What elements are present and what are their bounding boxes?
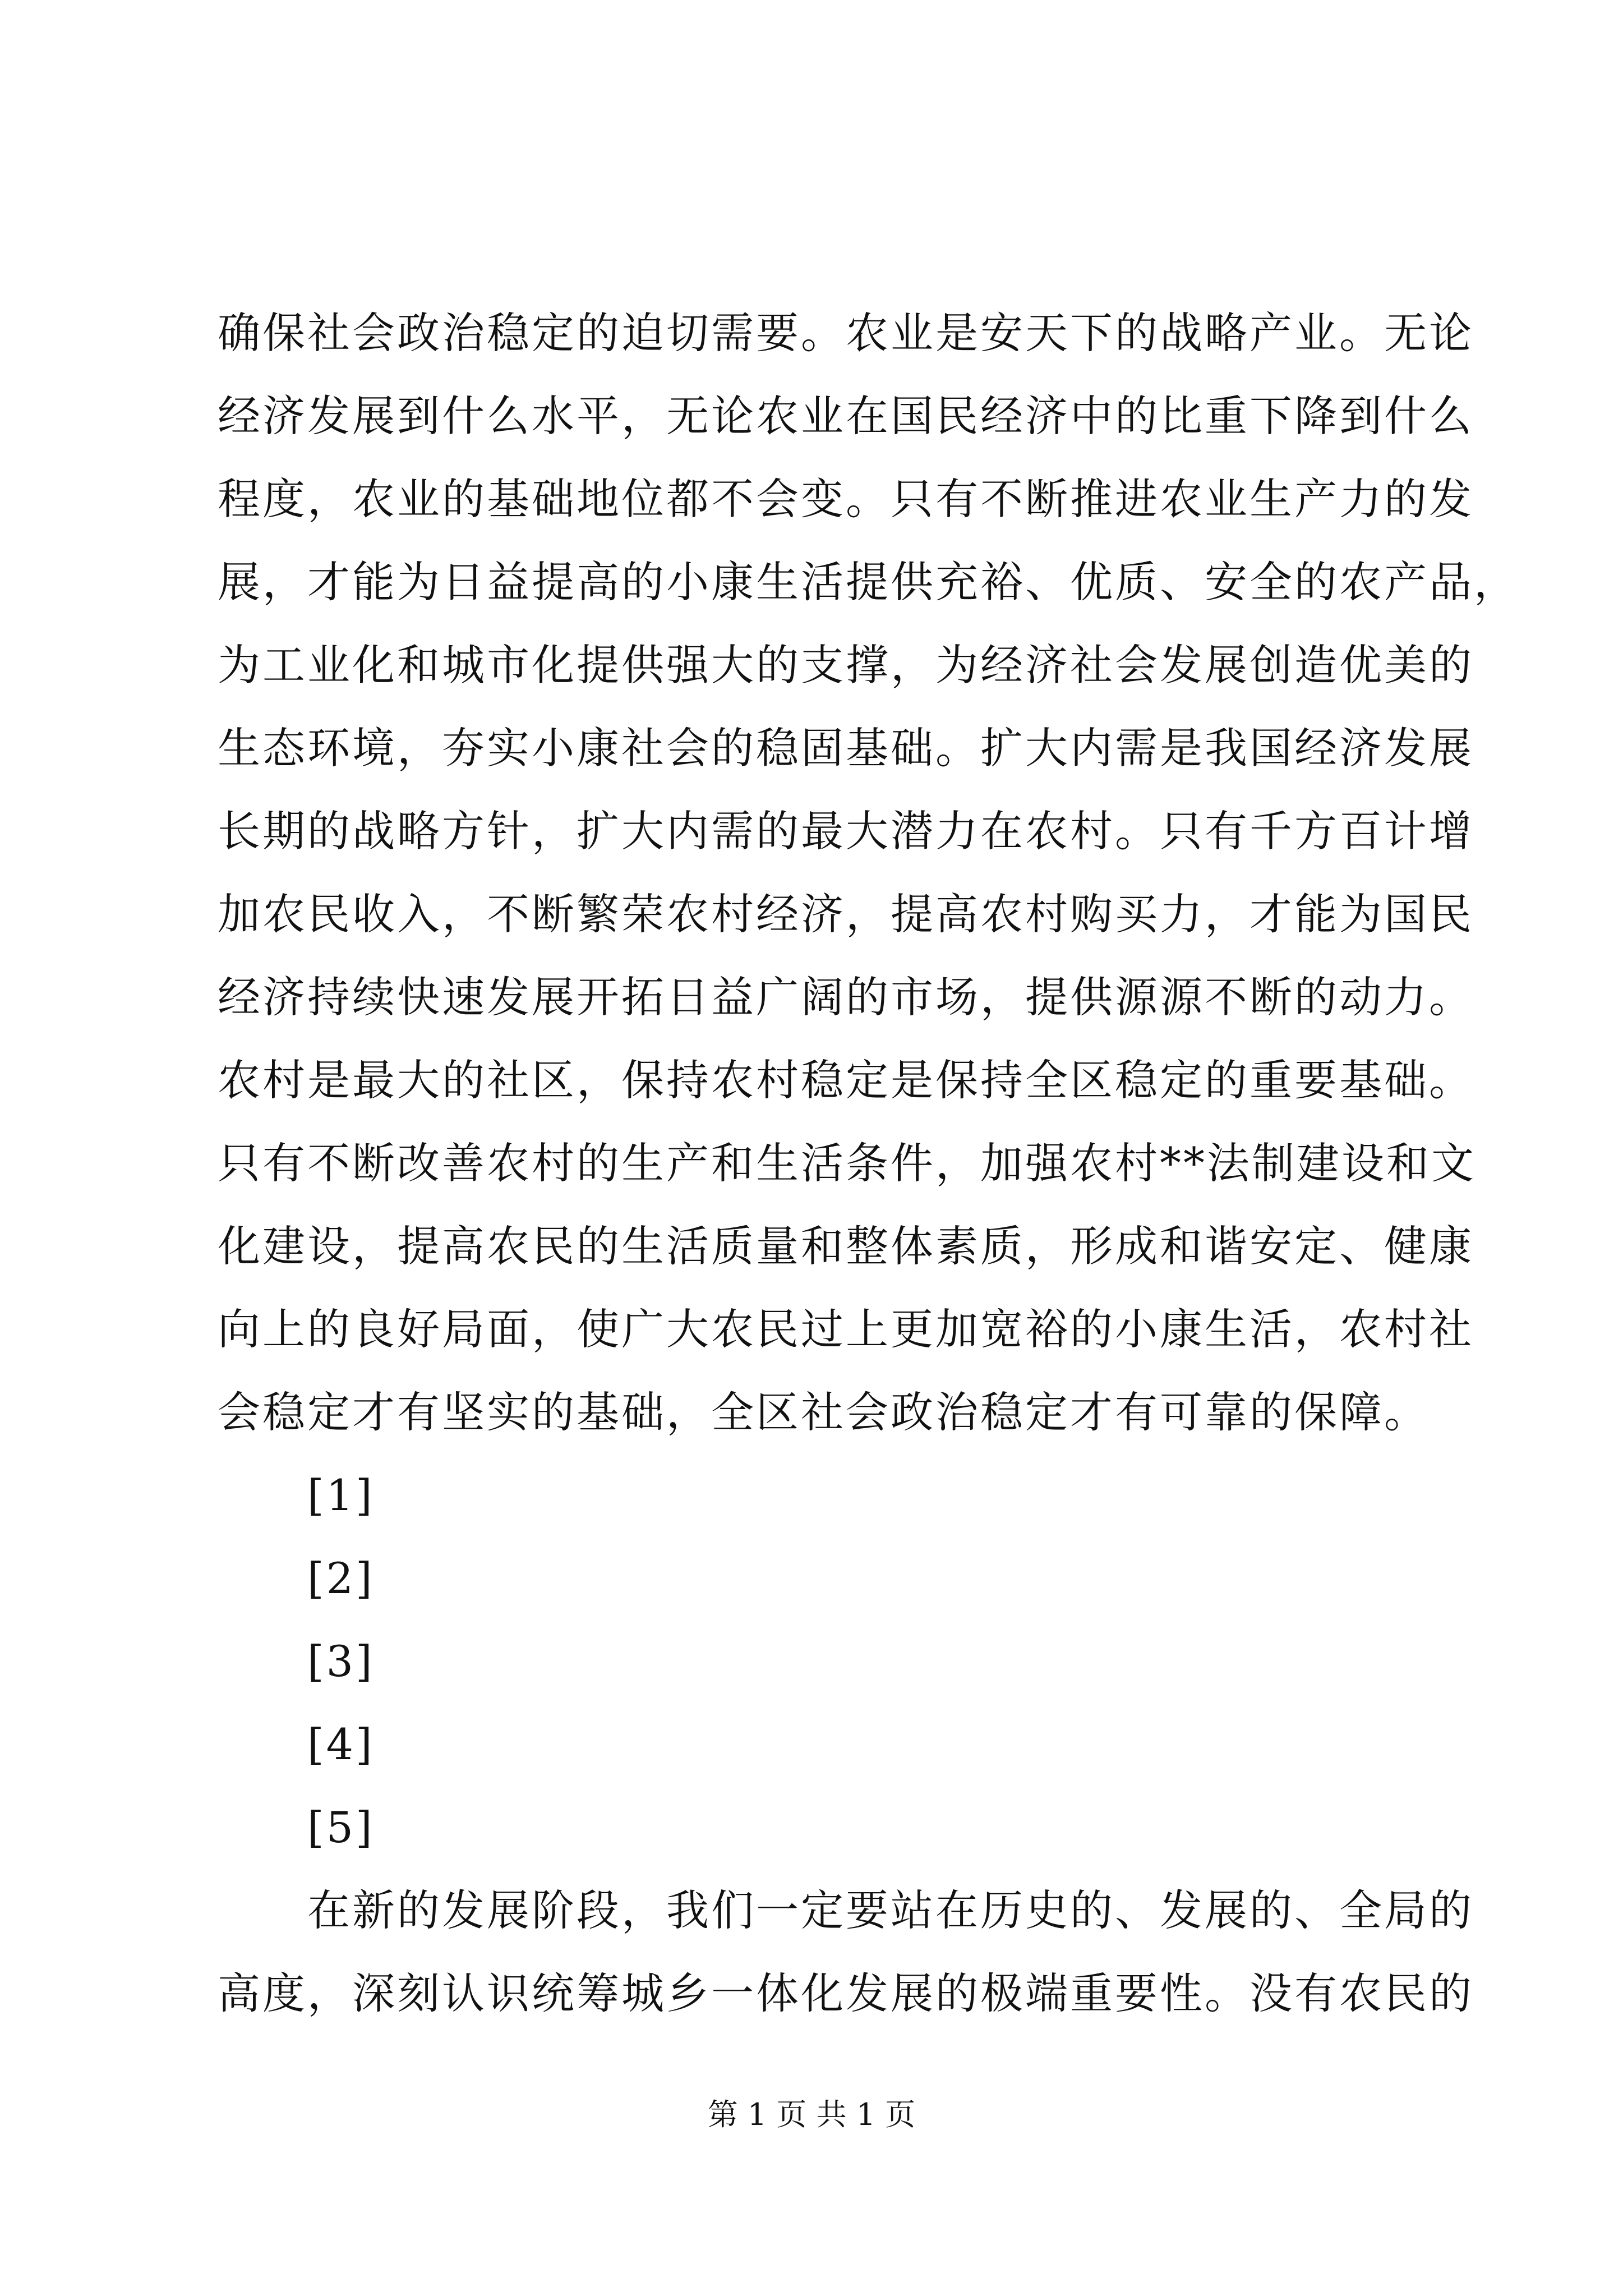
paragraph-line: 为工业化和城市化提供强大的支撑，为经济社会发展创造优美的 xyxy=(218,640,1474,690)
paragraph-line: 会稳定才有坚实的基础，全区社会政治稳定才有可靠的保障。 xyxy=(218,1387,1429,1437)
paragraph-line: 生态环境，夯实小康社会的稳固基础。扩大内需是我国经济发展 xyxy=(218,723,1474,773)
reference-marker: [3] xyxy=(307,1636,375,1686)
paragraph-line: 向上的良好局面，使广大农民过上更加宽裕的小康生活，农村社 xyxy=(218,1304,1474,1354)
paragraph-line: 展，才能为日益提高的小康生活提供充裕、优质、安全的农产品， xyxy=(218,557,1519,607)
paragraph-line: 农村是最大的社区，保持农村稳定是保持全区稳定的重要基础。 xyxy=(218,1055,1474,1105)
reference-marker: [4] xyxy=(307,1719,375,1769)
reference-marker: [5] xyxy=(307,1802,375,1852)
paragraph-line: 程度，农业的基础地位都不会变。只有不断推进农业生产力的发 xyxy=(218,474,1474,524)
paragraph-line: 化建设，提高农民的生活质量和整体素质，形成和谐安定、健康 xyxy=(218,1221,1474,1271)
paragraph-line: 高度，深刻认识统筹城乡一体化发展的极端重要性。没有农民的 xyxy=(218,1968,1474,2018)
reference-marker: [2] xyxy=(307,1553,375,1603)
page-footer: 第 1 页 共 1 页 xyxy=(707,2097,916,2132)
paragraph-2 xyxy=(218,1869,1474,2035)
paragraph-line: 确保社会政治稳定的迫切需要。农业是安天下的战略产业。无论 xyxy=(218,308,1474,358)
paragraph-line: 长期的战略方针，扩大内需的最大潜力在农村。只有千方百计增 xyxy=(218,806,1474,856)
reference-marker: [1] xyxy=(307,1470,375,1520)
paragraph-line: 经济持续快速发展开拓日益广阔的市场，提供源源不断的动力。 xyxy=(218,972,1474,1022)
paragraph-line: 在新的发展阶段，我们一定要站在历史的、发展的、全局的 xyxy=(307,1885,1474,1935)
paragraph-line: 只有不断改善农村的生产和生活条件，加强农村**法制建设和文 xyxy=(218,1138,1476,1188)
reference-list xyxy=(218,1454,1412,1869)
paragraph-1 xyxy=(218,292,1519,1454)
document-body xyxy=(218,292,1519,2035)
paragraph-line: 经济发展到什么水平，无论农业在国民经济中的比重下降到什么 xyxy=(218,391,1474,441)
paragraph-line: 加农民收入，不断繁荣农村经济，提高农村购买力，才能为国民 xyxy=(218,889,1474,939)
